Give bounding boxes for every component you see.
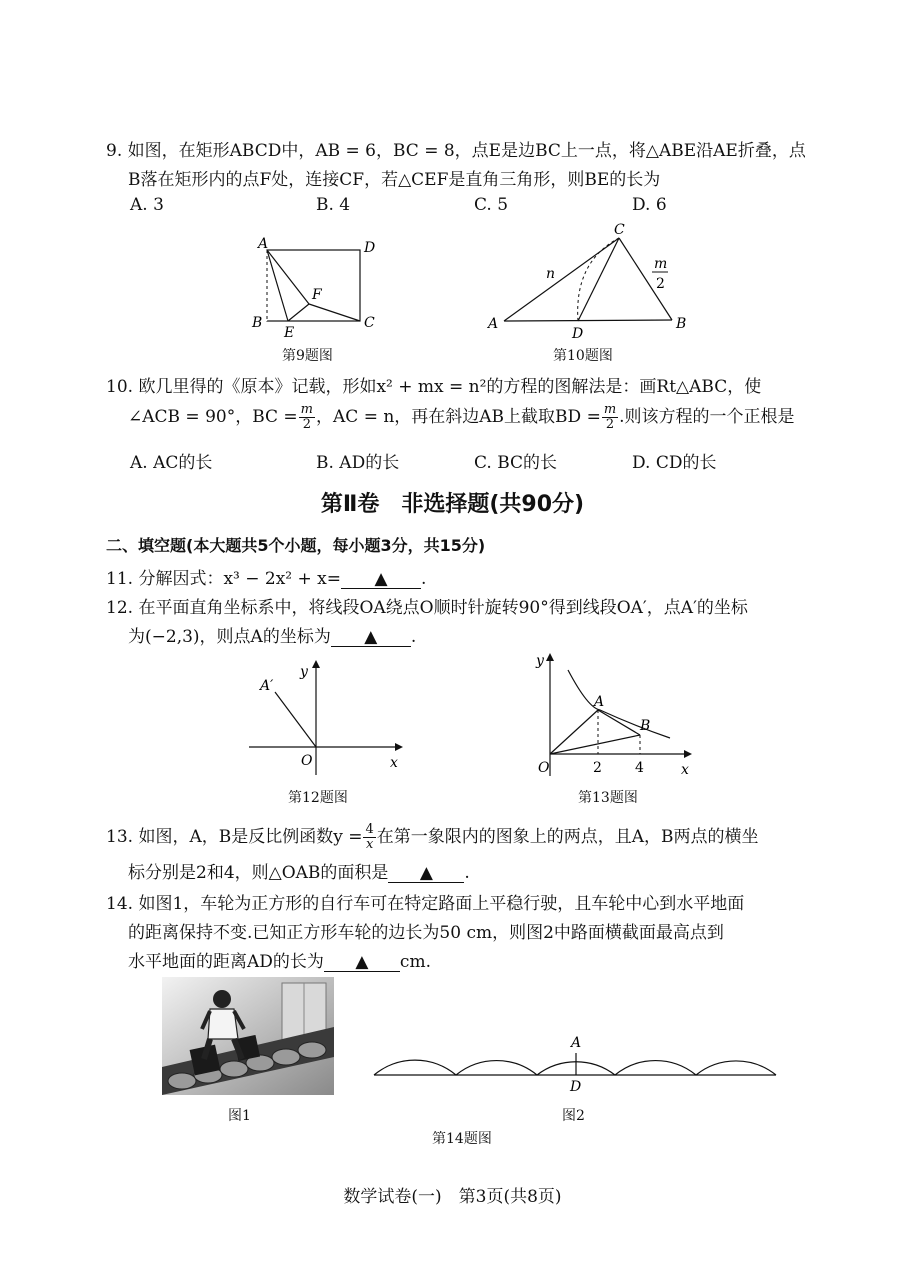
q13-caption: 第13题图 bbox=[578, 790, 638, 806]
q14-label-a: A bbox=[571, 1035, 582, 1051]
q11-line bbox=[106, 564, 426, 589]
q12-label-o: O bbox=[301, 753, 313, 769]
q13-label-o: O bbox=[538, 760, 550, 776]
q14-line1: 14. 如图1，车轮为正方形的自行车可在特定路面上平稳行驶，且车轮中心到水平地面 bbox=[106, 894, 745, 914]
q13-line2-text: 标分别是2和4，则△OAB的面积是 bbox=[128, 863, 389, 883]
q9-option-b: B. 4 bbox=[316, 195, 351, 215]
q10-line1: 10. 欧几里得的《原本》记载，形如x² + mx = n²的方程的图解法是：画Rt△ABC，使 bbox=[106, 377, 762, 397]
q10-fraction-bd: $\frac{m}{2}$ bbox=[603, 402, 617, 432]
q14-caption: 第14题图 bbox=[432, 1131, 492, 1147]
q9-label-d: D bbox=[364, 240, 376, 256]
q10-label-n: n bbox=[546, 266, 556, 282]
q14-road-figure bbox=[370, 1025, 780, 1097]
q10-fraction-bc: $\frac{m}{2}$ bbox=[300, 402, 313, 432]
q9-option-a: A. 3 bbox=[130, 195, 164, 215]
q13-label-b: B bbox=[640, 718, 651, 734]
q12-label-y: y bbox=[300, 664, 308, 680]
q10-option-d: D. CD的长 bbox=[632, 453, 717, 473]
q10-label-d: D bbox=[572, 326, 584, 342]
q14-figure2-caption: 图2 bbox=[562, 1108, 585, 1124]
q14-answer-blank[interactable]: ▲ bbox=[324, 954, 400, 972]
q9-figure bbox=[240, 228, 390, 343]
q14-end: cm. bbox=[399, 952, 431, 972]
q12-end: . bbox=[410, 627, 417, 647]
q10-line2-part3: .则该方程的一个正根是 bbox=[619, 407, 795, 427]
q9-label-f: F bbox=[312, 287, 322, 303]
q9-line1: 9. 如图，在矩形ABCD中，AB = 6，BC = 8，点E是边BC上一点，将△ABE沿AE折叠，点 bbox=[106, 141, 806, 161]
q13-line1-part1: 13. 如图，A，B是反比例函数y = bbox=[106, 827, 363, 847]
part2-title: 第Ⅱ卷 非选择题(共90分) bbox=[320, 492, 585, 517]
q10-label-a: A bbox=[488, 316, 499, 332]
q12-figure bbox=[245, 655, 410, 780]
q14-photo bbox=[162, 977, 334, 1095]
q9-label-b: B bbox=[252, 315, 263, 331]
q9-option-c: C. 5 bbox=[474, 195, 509, 215]
q13-label-a: A bbox=[594, 694, 605, 710]
q9-option-d: D. 6 bbox=[632, 195, 667, 215]
q10-option-b: B. AD的长 bbox=[316, 453, 400, 473]
q12-label-x: x bbox=[390, 755, 398, 771]
q12-caption: 第12题图 bbox=[288, 790, 348, 806]
q12-line2-text: 为(−2,3)，则点A的坐标为 bbox=[128, 627, 331, 647]
q13-line1-part2: 在第一象限内的图象上的两点，且A，B两点的横坐 bbox=[376, 827, 759, 847]
q9-label-c: C bbox=[364, 315, 375, 331]
q9-line2: B落在矩形内的点F处，连接CF，若△CEF是直角三角形，则BE的长为 bbox=[128, 170, 661, 190]
q9-label-a: A bbox=[258, 236, 269, 252]
q13-end: . bbox=[464, 863, 470, 883]
q14-line2: 的距离保持不变.已知正方形车轮的边长为50 cm，则图2中路面横截面最高点到 bbox=[128, 923, 724, 943]
q13-answer-blank[interactable]: ▲ bbox=[388, 865, 464, 883]
q13-label-4: 4 bbox=[635, 760, 644, 776]
q13-line1 bbox=[106, 822, 759, 852]
q9-caption: 第9题图 bbox=[282, 348, 333, 364]
q12-line1: 12. 在平面直角坐标系中，将线段OA绕点O顺时针旋转90°得到线段OA′，点A′的坐标 bbox=[106, 598, 748, 618]
q14-figure1-caption: 图1 bbox=[228, 1108, 251, 1124]
q11-text: 11. 分解因式：x³ − 2x² + x= bbox=[106, 569, 341, 589]
q10-label-c: C bbox=[614, 222, 625, 238]
q11-end: . bbox=[421, 569, 427, 589]
q10-line2 bbox=[128, 402, 795, 432]
q12-line2 bbox=[128, 622, 416, 647]
q12-label-a-prime: A′ bbox=[260, 678, 274, 694]
q10-option-a: A. AC的长 bbox=[130, 453, 213, 473]
q10-caption: 第10题图 bbox=[553, 348, 613, 364]
q12-answer-blank[interactable]: ▲ bbox=[331, 629, 411, 647]
q11-answer-blank[interactable]: ▲ bbox=[341, 571, 421, 589]
q10-line2-part1: ∠ACB = 90°，BC = bbox=[128, 407, 298, 427]
q9-label-e: E bbox=[284, 325, 295, 341]
q13-label-2: 2 bbox=[593, 760, 602, 776]
q13-figure bbox=[530, 648, 700, 783]
q10-line2-part2: ，AC = n，再在斜边AB上截取BD = bbox=[316, 407, 601, 427]
q10-label-2: 2 bbox=[656, 276, 665, 292]
q13-fraction: $\frac{4}{x}$ bbox=[365, 822, 374, 852]
q10-label-b: B bbox=[676, 316, 687, 332]
q10-figure bbox=[482, 222, 702, 344]
section2-header: 二、填空题(本大题共5个小题，每小题3分，共15分) bbox=[106, 536, 486, 555]
q13-label-y: y bbox=[536, 653, 544, 669]
q10-option-c: C. BC的长 bbox=[474, 453, 558, 473]
q14-line3 bbox=[128, 947, 431, 972]
q14-label-d: D bbox=[570, 1079, 582, 1095]
q10-label-m: m bbox=[654, 256, 668, 272]
page-footer: 数学试卷(一) 第3页(共8页) bbox=[343, 1187, 562, 1207]
q13-label-x: x bbox=[681, 762, 689, 778]
q14-line3-text: 水平地面的距离AD的长为 bbox=[128, 952, 324, 972]
q13-line2 bbox=[128, 858, 470, 883]
